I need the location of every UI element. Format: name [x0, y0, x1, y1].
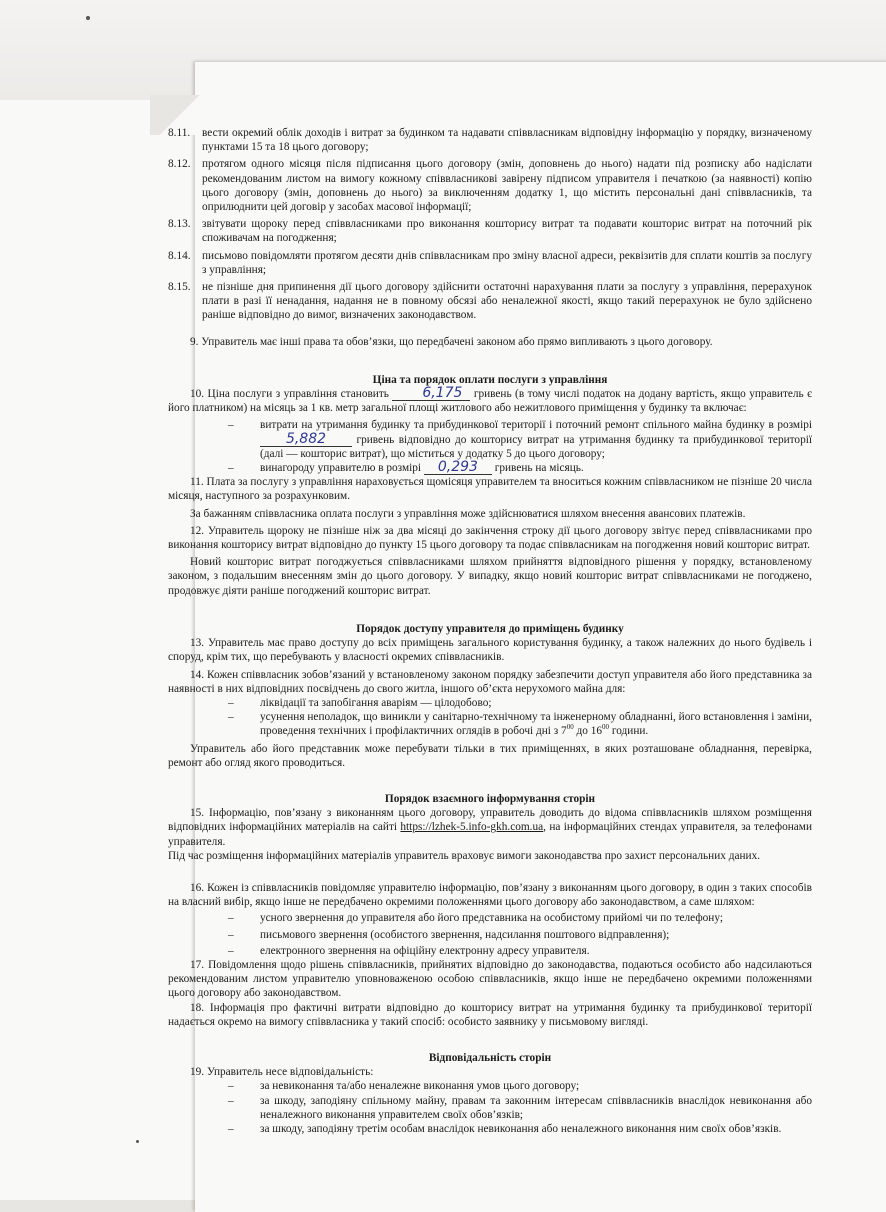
paragraph-15c: Під час розміщення інформаційних матеріалів управитель враховує вимоги законодавства про захист персональних даних. [168, 849, 761, 862]
obligations-list [168, 126, 812, 323]
obligation-text: звітувати щороку перед співвласниками про виконання кошторису витрат та подавати кошторис витрат на поточний рік споживачам на погодження; [202, 218, 812, 245]
list-item: – усунення неполадок, що виникли у санітарно-технічному та інженерному обладнанні, його встановлення і заміни, проведення технічних і профілактичних оглядів в робочі дні з $7^{00}$ до $16^{00}$ години. [228, 711, 812, 738]
document-body [168, 126, 812, 1136]
scan-speck [136, 1140, 139, 1143]
obligation-text: письмово повідомляти протягом десяти днів співвласникам про зміну власної адреси, реквізитів для сплати коштів за послугу з управління; [202, 249, 812, 276]
obligation-text: не пізніше дня припинення дії цього договору здійснити остаточні нарахування плати за послугу з управління, перерахунок плати в разі її ненадання, надання не в повному обсязі або неналежної якості, якщо такий перерахунок не було здійснено раніше відповідно до вимог, визначених законодавством. [202, 281, 812, 322]
handwritten-price-fee: 0,293 [424, 461, 492, 475]
list-item: – за невиконання та/або неналежне виконання умов цього договору; [228, 1080, 580, 1093]
obligation-item [168, 217, 812, 245]
handwritten-price-costs: 5,882 [260, 433, 352, 447]
website-link[interactable]: https://lzhek-5.info-gkh.com.ua [400, 821, 544, 834]
list-item: – винагороду управителю в розмірі 0,293 гривень на місяць. [228, 459, 584, 476]
section-title-access: Порядок доступу управителя до приміщень будинку [356, 622, 624, 635]
section-title-price: Ціна та порядок оплати послуги з управління [372, 373, 608, 386]
paragraph-13: 13. Управитель має право доступу до всіх приміщень загального користування будинку, а також належних до нього будівель і споруд, крім тих, що перебувають у власності окремих співвласників. [168, 637, 812, 664]
paragraph-16: 16. Кожен із співвласників повідомляє управителю інформацію, пов’язану з виконанням цього договору, в один з таких способів на власний вибір, якщо інше не передбачено окремими положеннями цього договору або законодавством, а саме шляхом: [168, 881, 812, 909]
obligation-item [168, 280, 812, 323]
paragraph-10: 10. Ціна послуги з управління становить 6,175 гривень (в тому числі податок на додану вартість, якщо управитель є його платником) на місяць за 1 кв. метр загальної площі житлового або нежитлового приміщення у будинку та включає: [168, 385, 812, 415]
paragraph-18: 18. Інформація про фактичні витрати відповідно до кошторису витрат на утримання будинку та прибудинкової території надається окремо на вимогу співвласника у такий спосіб: особисто заявнику у письмовому вигляді. [168, 1001, 812, 1028]
paragraph-19: 19. Управитель несе відповідальність: [190, 1066, 374, 1079]
paragraph-17: 17. Повідомлення щодо рішень співвласників, прийнятих відповідно до законодавства, подаються особисто або надсилаються рекомендованим листом управителю уповноваженою особою співвласників, якщо інше не передбачено окремими положеннями цього договору або законодавством. [168, 958, 812, 1000]
obligation-item [168, 249, 812, 277]
obligation-item [168, 126, 812, 154]
list-item: – письмового звернення (особистого звернення, надсилання поштового відправлення); [228, 928, 670, 941]
paragraph-12b: Новий кошторис витрат погоджується співвласниками шляхом прийняття відповідного рішення у порядку, встановленому законом, з подальшим внесенням змін до цього договору. У випадку, якщо новий кошторис витрат співвласниками не погоджено, продовжує діяти раніше погоджений кошторис витрат. [168, 556, 812, 597]
list-item: – за шкоду, заподіяну спільному майну, правам та законним інтересам співвласників внаслідок невиконання або неналежного виконання управителем своїх обов’язків; [228, 1094, 812, 1121]
obligation-text: протягом одного місяця після підписання цього договору (змін, доповнень до нього) надати під розписку або надіслати рекомендованим листом на вимогу кожному співвласникові завірену підписом управителя і печаткою (за наявності) копію цього договору (змін, доповнень до нього) за виключенням додатку 1, що містить персональні дані співвласників, та оприлюднити цей договір у засобах масової інформації; [202, 158, 812, 214]
obligation-number: 8.12. [168, 158, 191, 171]
list-item: – усного звернення до управителя або його представника на особистому прийомі чи по телефону; [228, 912, 723, 925]
list-item: – електронного звернення на офіційну електронну адресу управителя. [228, 944, 590, 957]
obligation-number: 8.13. [168, 218, 191, 231]
list-item: – ліквідації та запобігання аваріям — цілодобово; [228, 696, 492, 709]
paragraph-11b: За бажанням співвласника оплата послуги з управління може здійснюватися шляхом внесення авансових платежів. [190, 507, 746, 520]
list-item: – витрати на утримання будинку та прибудинкової території і поточний ремонт спільного майна будинку в розмірі 5,882 гривень відповідно до кошторису витрат на утримання будинку та прибудинкової території (далі — кошторис витрат), що міститься у додатку 5 до цього договору; [228, 419, 813, 460]
section-title-responsibility: Відповідальність сторін [428, 1051, 552, 1064]
paragraph-11: 11. Плата за послугу з управління нараховується щомісяця управителем та вноситься кожним співвласником не пізніше 20 числа місяця, наступного за розрахунковим. [168, 476, 812, 503]
section-title-info: Порядок взаємного інформування сторін [384, 792, 596, 805]
obligation-text: вести окремий облік доходів і витрат за будинком та надавати співвласникам відповідну інформацію у порядку, визначеному пунктами 15 та 18 цього договору; [202, 127, 812, 154]
list-item: – за шкоду, заподіяну третім особам внаслідок невиконання або неналежного виконання ним своїх обов’язків. [228, 1122, 782, 1135]
obligation-number: 8.11. [168, 127, 191, 139]
scan-speck [86, 16, 90, 20]
paragraph-14b: Управитель або його представник може перебувати тільки в тих приміщеннях, в яких розташоване обладнання, перевірка, ремонт або огляд якого проводиться. [168, 742, 812, 769]
handwritten-price-total: 6,175 [392, 387, 470, 401]
paragraph-9: 9. Управитель має інші права та обов’язки, що передбачені законом або прямо випливають з цього договору. [190, 335, 713, 348]
paragraph-15: 15. Інформацію, пов’язану з виконанням цього договору, управитель доводить до відома співвласників шляхом розміщення відповідних інформаційних матеріалів на сайті https://lzhek-5.info-gkh.com.ua, на інформаційних стендах управителя, за телефонами управителя. [168, 807, 812, 848]
obligation-number: 8.15. [168, 281, 191, 294]
paragraph-14: 14. Кожен співвласник зобов’язаний у встановленому законом порядку забезпечити доступ управителя або його представника за наявності в них відповідних посвідчень до свого житла, іншого об’єкта нерухомого майна для: [168, 668, 812, 695]
obligation-item [168, 157, 812, 214]
paragraph-12: 12. Управитель щороку не пізніше ніж за два місяці до закінчення строку дії цього договору звітує перед співвласниками про виконання кошторису витрат відповідно до пункту 15 цього договору та подає співвласникам на погодження новий кошторис витрат. [168, 524, 812, 552]
obligation-number: 8.14. [168, 249, 191, 262]
